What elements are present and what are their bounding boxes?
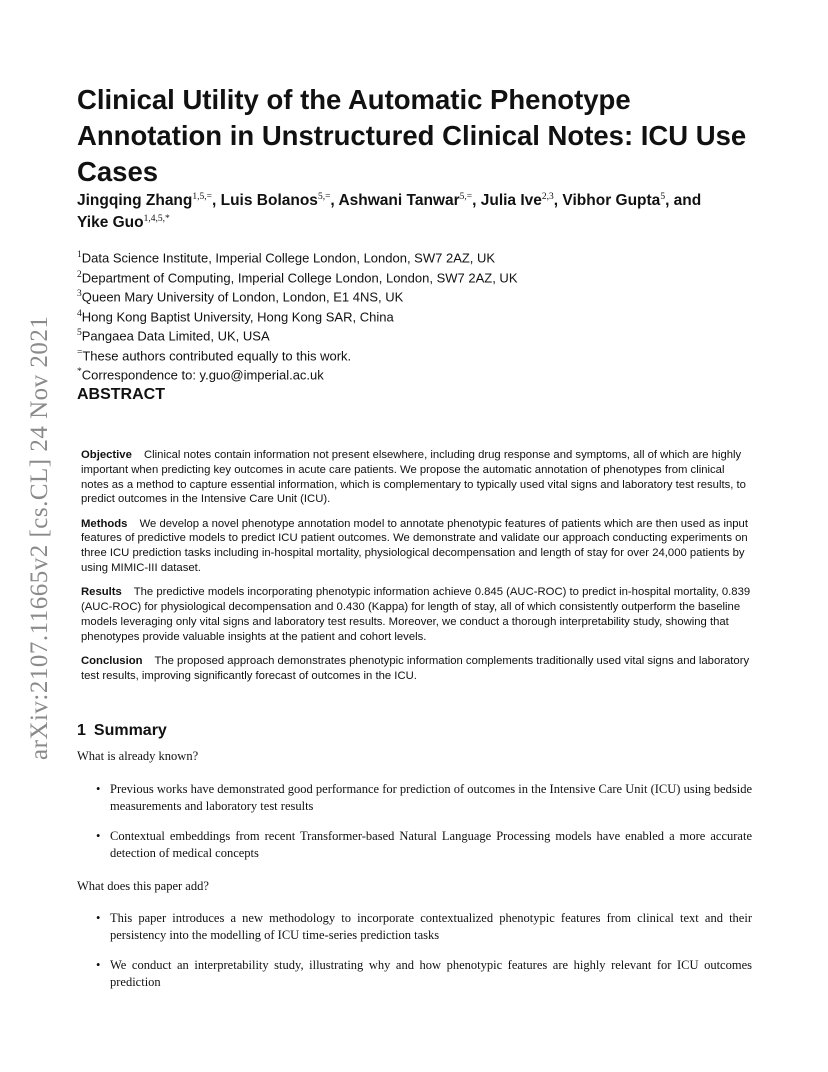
list-item: • Contextual embeddings from recent Transformer-based Natural Language Processing models have enabled a more accurate detection of medical concepts	[96, 829, 752, 860]
author: Luis Bolanos$^{5,=}$,	[220, 192, 339, 210]
author-affiliation-marks: 1,5,=	[192, 192, 212, 202]
author-name: Vibhor Gupta	[562, 192, 661, 210]
abstract-methods: Methods We develop a novel phenotype annotation model to annotate phenotypic features of patients which are then used as input features of predictive models to predict ICU patient outcomes. We demonstrate and validate our approach conducting experiments on three ICU prediction tasks including in-hospital mortality, physiological decompensation and length of stay for over 24,000 patients by using MIMIC-III dataset.	[81, 517, 748, 575]
abstract-objective: Objective Clinical notes contain information not present elsewhere, including drug response and symptoms, all of which are highly important when predicting key outcomes in acute care patients. We propose the automatic annotation of phenotypes from clinical notes as a method to capture essential information, which is complementary to typically used vital signs and laboratory test results, to predict outcomes in the Intensive Care Unit (ICU).	[81, 449, 746, 506]
affiliation-line: $^1$Data Science Institute, Imperial College London, London, SW7 2AZ, UK	[77, 250, 496, 266]
abstract-label: Results	[81, 586, 122, 599]
abstract-conclusion: Conclusion The proposed approach demonstrates phenotypic information complements traditionally used vital signs and laboratory test results, improving significantly forecast of outcomes in the ICU.	[81, 655, 750, 682]
author-affiliation-marks: 1,4,5,*	[143, 214, 170, 225]
correspondence-note: *Correspondence to: y.guo@imperial.ac.uk	[77, 367, 324, 383]
question-paper-adds: What does this paper add?	[77, 879, 209, 893]
paper-title: Clinical Utility of the Automatic Phenotype Annotation in Unstructured Clinical Notes: ICU Use Cases	[77, 84, 747, 187]
question-already-known: What is already known?	[77, 749, 199, 763]
affiliation-list	[77, 247, 767, 384]
abstract-label: Conclusion	[81, 655, 143, 668]
author-affiliation-marks: 5	[660, 192, 666, 202]
section-heading	[77, 722, 167, 740]
author: Vibhor Gupta$^5$, and	[562, 192, 702, 210]
list-item: • Previous works have demonstrated good performance for prediction of outcomes in the Intensive Care Unit (ICU) using bedside measurements and laboratory test results	[96, 782, 752, 813]
author-affiliation-marks: 5,=	[459, 192, 473, 202]
list-item: • This paper introduces a new methodology to incorporate contextualized phenotypic features from clinical text and their persistency into the modelling of ICU time-series prediction tasks	[96, 911, 752, 942]
author-name: Ashwani Tanwar	[338, 192, 460, 210]
author-name: Julia Ive	[480, 192, 542, 210]
arxiv-identifier-stamp: arXiv:2107.11665v2 [cs.CL] 24 Nov 2021	[26, 315, 53, 760]
author-list	[77, 188, 767, 232]
abstract-heading: ABSTRACT	[77, 386, 165, 403]
affiliation-line: $^3$Queen Mary University of London, London, E1 4NS, UK	[77, 289, 404, 305]
author	[77, 214, 170, 231]
bullet-icon: •	[96, 782, 101, 796]
bullet-icon: •	[96, 958, 101, 972]
abstract-body	[81, 448, 751, 693]
author-name: Luis Bolanos	[220, 192, 318, 210]
known-bullet-list	[96, 781, 752, 875]
abstract-label: Methods	[81, 517, 128, 530]
author: Ashwani Tanwar$^{5,=}$,	[338, 192, 481, 210]
abstract-results: Results The predictive models incorporating phenotypic information achieve 0.845 (AUC-ROC) to predict in-hospital mortality, 0.839 (AUC-ROC) for physiological decompensation and 0.430 (Kappa) for length of stay, all of which consistently outperform the baseline models leveraging only vital signs and laboratory test results. Moreover, we conduct a thorough interpretability study, showing that phenotypes provide valuable insights at the patient and cohort levels.	[81, 586, 751, 643]
adds-bullet-list	[96, 910, 752, 1004]
abstract-label: Objective	[81, 449, 132, 461]
author: Jingqing Zhang$^{1,5,=}$,	[77, 192, 221, 210]
author-name: Yike Guo	[77, 214, 144, 232]
author-name: Jingqing Zhang	[77, 192, 193, 210]
bullet-icon: •	[96, 911, 101, 925]
affiliation-line: $^4$Hong Kong Baptist University, Hong Kong SAR, China	[77, 308, 394, 324]
list-item: • We conduct an interpretability study, illustrating why and how phenotypic features are highly relevant for ICU outcomes prediction	[96, 958, 752, 989]
equal-contribution-note: =These authors contributed equally to this work.	[77, 347, 352, 363]
section-number: 1	[77, 722, 86, 739]
author: Julia Ive$^{2,3}$,	[480, 192, 563, 210]
section-title: Summary	[93, 722, 167, 739]
bullet-icon: •	[96, 829, 101, 843]
affiliation-line: $^2$Department of Computing, Imperial College London, London, SW7 2AZ, UK	[77, 269, 518, 285]
author-affiliation-marks: 2,3	[541, 192, 554, 202]
author-affiliation-marks: 5,=	[317, 192, 331, 202]
affiliation-line: $^5$Pangaea Data Limited, UK, USA	[77, 328, 270, 344]
